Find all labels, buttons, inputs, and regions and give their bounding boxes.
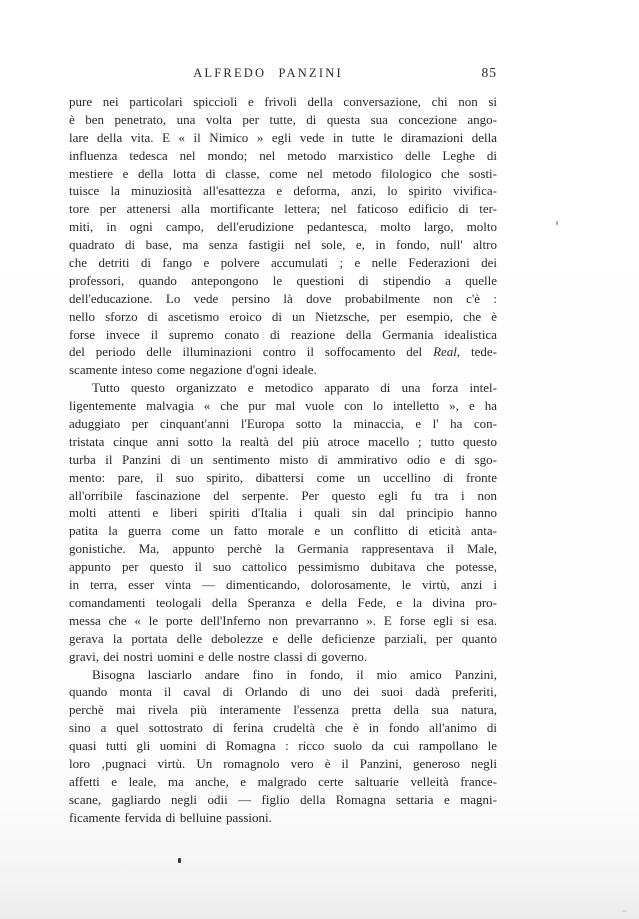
text-line: tore per attenersi alla mortificante lettera; nel faticoso edificio di ter- <box>69 201 497 217</box>
text-line: dell'educazione. Lo vede persino là dove probabilmente non c'è : <box>69 290 497 306</box>
italic-word: Real <box>433 344 457 360</box>
text-line: influenza tedesca nel mondo; nel metodo marxistico delle Leghe di <box>69 147 497 163</box>
text-line: scane, gagliardo negli odii — figlio della Romagna settaria e magni- <box>69 791 497 807</box>
text-line <box>69 343 497 361</box>
text-line: mento: pare, il suo spirito, dibattersi come un uccellino di fronte <box>69 469 497 485</box>
text-line: aduggiato per cinquant'anni l'Europa sotto la minaccia, e l' ha con- <box>69 416 497 432</box>
text-line: nello sforzo di ascetismo eroico di un Nietzsche, per esempio, che è <box>69 308 497 324</box>
text-line: tristata cinque anni sotto la realtà del più atroce macello ; tutto questo <box>69 433 497 449</box>
text-line: molti attenti e liberi spiriti d'Italia i quali sin dal principio hanno <box>69 505 497 521</box>
text-segment: del periodo delle illuminazioni contro il soffocamento del <box>69 344 434 360</box>
running-title: ALFREDO PANZINI <box>193 66 343 80</box>
text-line: comandamenti teologali della Speranza e della Fede, e la divina pro- <box>69 594 497 610</box>
running-header <box>69 66 497 84</box>
text-line: quasi tutti gli uomini di Romagna : ricco suolo da cui rampollano le <box>69 738 497 754</box>
text-line: miti, in ogni campo, dell'erudizione pedantesca, molto largo, molto <box>69 219 497 235</box>
text-line: forse invece il supremo conato di reazione della Germania idealistica <box>69 326 497 342</box>
text-line: quadrato di base, ma senza fastigii nel sole, e, in fondo, null' altro <box>69 237 497 253</box>
text-line: che detriti di fango e polvere accumulati ; e nelle Federazioni dei <box>69 255 497 271</box>
text-segment: , tede- <box>456 344 497 360</box>
text-line: sino a quel sottostrato di ferina crudeltà che è in fondo all'animo di <box>69 720 497 736</box>
text-line: perchè mai rivela più interamente l'essenza pretta della sua natura, <box>69 702 497 718</box>
text-line: appunto per questo il suo cattolico pessimismo dubitava che potesse, <box>69 559 497 575</box>
ink-speck <box>178 858 181 863</box>
text-line: è ben penetrato, una volta per tutte, di questa sua concezione ango- <box>69 111 497 127</box>
text-line: patita la guerra come un fatto morale e un conflitto di eticità anta- <box>69 523 497 539</box>
text-line: pure nei particolari spiccioli e frivoli della conversazione, chi non si <box>69 94 497 109</box>
text-line: quando monta il caval di Orlando di uno dei suoi dadà preferiti, <box>69 684 497 700</box>
text-line: messa che « le porte dell'Inferno non prevarranno ». E forse egli si esa. <box>69 612 497 628</box>
text-line: tuisce la minuziosità all'esattezza e deforma, anzi, lo spirito vivifica- <box>69 183 497 199</box>
text-line: ligentemente malvagia « che pur mal vuole con lo intelletto », e ha <box>69 398 497 414</box>
text-line: affetti e leale, ma anche, e malgrado certe saltuarie velleità france- <box>69 773 497 789</box>
text-line: loro ‚pugnaci virtù. Un romagnolo vero è il Panzini, generoso negli <box>69 755 497 771</box>
ink-speck <box>622 910 627 912</box>
text-line: turba il Panzini di un sentimento misto di ammirativo odio e di sgo- <box>69 451 497 467</box>
ink-speck <box>556 221 558 225</box>
text-line: Bisogna lasciarlo andare fino in fondo, il mio amico Panzini, <box>92 666 497 682</box>
text-line: scamente inteso come negazione d'ogni ideale. <box>69 362 317 378</box>
text-line: Tutto questo organizzato e metodico apparato di una forza intel- <box>92 380 497 396</box>
page-text <box>69 93 497 827</box>
text-line: gonistiche. Ma, appunto perchè la Germania rappresentava il Male, <box>69 541 497 557</box>
page-number: 85 <box>481 65 497 80</box>
paragraph <box>69 93 497 379</box>
text-line: gravi, dei nostri uomini e delle nostre classi di governo. <box>69 648 368 664</box>
text-line: gerava la portata delle debolezze e delle deficienze parziali, per quanto <box>69 630 497 646</box>
text-line: professori, quando antepongono le questioni di stipendio a quelle <box>69 272 497 288</box>
paragraph <box>69 379 497 665</box>
text-line: all'orribile fascinazione del serpente. Per questo egli fu tra i non <box>69 487 497 503</box>
text-line: ficamente fervida di belluine passioni. <box>69 809 272 825</box>
text-line: in terra, esser vinta — dimenticando, dolorosamente, le virtù, anzi i <box>69 577 497 593</box>
text-line: lare della vita. E « il Nimico » egli vede in tutte le diramazioni della <box>69 129 497 145</box>
paragraph <box>69 666 497 827</box>
text-line: mestiere e della lotta di classe, come nel metodo filologico che sosti- <box>69 165 497 181</box>
